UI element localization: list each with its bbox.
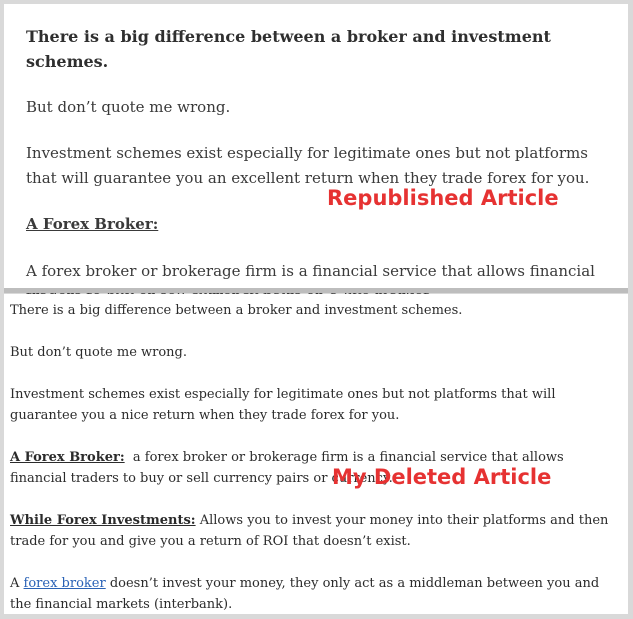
deleted-broker-text: a forex broker or brokerage firm is a financial service that allows financial traders to buy or sell currency pairs or currency. bbox=[10, 450, 568, 486]
forex-broker-link[interactable]: forex broker bbox=[23, 576, 106, 591]
deleted-paragraph-schemes: Investment schemes exist especially for legitimate ones but not platforms that will guarantee you a nice return when they trade forex for you. bbox=[10, 387, 556, 423]
deleted-closing-prefix: A bbox=[10, 576, 24, 591]
deleted-broker-label: A Forex Broker: bbox=[10, 450, 125, 465]
republished-paragraph-quote: But don’t quote me wrong. bbox=[26, 98, 231, 116]
deleted-investments-label: While Forex Investments: bbox=[10, 513, 196, 528]
panel-divider bbox=[4, 288, 628, 293]
republished-article-stamp: Republished Article bbox=[327, 186, 559, 210]
republished-article-panel bbox=[4, 4, 628, 288]
republished-heading: There is a big difference between a broker and investment schemes. bbox=[26, 27, 551, 71]
republished-paragraph-broker-definition: A forex broker or brokerage firm is a financial service that allows financial bbox=[26, 262, 595, 280]
deleted-closing-text: doesn’t invest your money, they only act as a middleman between you and the financial markets (interbank). bbox=[10, 576, 600, 612]
deleted-paragraph-quote: But don’t quote me wrong. bbox=[10, 345, 188, 360]
deleted-article-panel bbox=[4, 294, 628, 614]
deleted-paragraph-investments bbox=[10, 510, 620, 552]
deleted-paragraph-closing bbox=[10, 573, 620, 615]
deleted-investments-text: Allows you to invest your money into their platforms and then trade for you and give you a return of ROI that doesn’t exist. bbox=[10, 513, 609, 549]
republished-paragraph-schemes: Investment schemes exist especially for legitimate ones but not platforms that will guarantee you an excellent return when they trade forex for you. bbox=[26, 144, 590, 187]
republished-subheading-forex-broker: A Forex Broker: bbox=[26, 215, 159, 233]
deleted-paragraph-difference: There is a big difference between a broker and investment schemes. bbox=[10, 303, 463, 318]
deleted-article-stamp: My Deleted Article bbox=[332, 465, 552, 489]
